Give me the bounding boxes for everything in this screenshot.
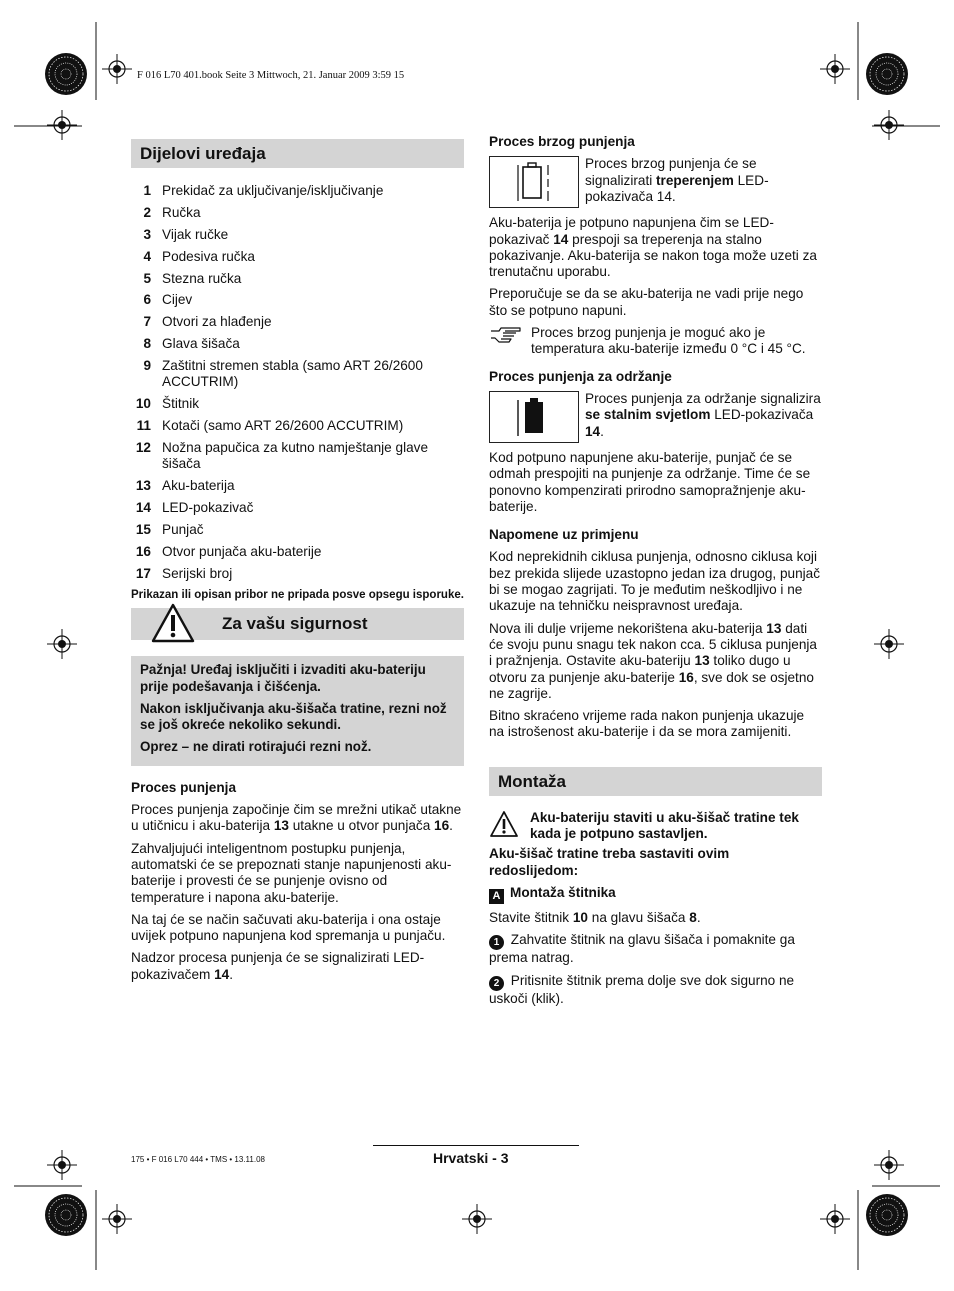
notes-paragraph-3: Bitno skraćeno vrijeme rada nakon punjenja ukazuje na istrošenost aku-baterije i da se mora zamijeniti.: [489, 708, 805, 740]
parts-list-item: [131, 336, 464, 352]
parts-list-item: [131, 314, 464, 330]
part-number: 12: [135, 440, 151, 456]
right-column: [489, 134, 822, 1013]
parts-list-item: [131, 566, 464, 582]
parts-list-item: [131, 205, 464, 221]
part-label: Punjač: [162, 522, 204, 538]
part-label: Zaštitni stremen stabla (samo ART 26/2600 ACCUTRIM): [162, 358, 423, 390]
part-label: Aku-baterija: [162, 478, 235, 494]
part-label: Otvori za hlađenje: [162, 314, 272, 330]
fast-charge-heading: Proces brzog punjenja: [489, 134, 635, 149]
maintenance-led-row: [489, 391, 822, 443]
safety-warning-3: Oprez – ne dirati rotirajući rezni nož.: [140, 739, 372, 755]
fast-paragraph-2: Preporučuje se da se aku-baterija ne vadi prije nego što se potpuno napuni.: [489, 286, 804, 318]
part-label: LED-pokazivač: [162, 500, 254, 516]
part-label: Serijski broj: [162, 565, 233, 581]
part-number: 10: [135, 396, 151, 412]
parts-list-item: [131, 500, 464, 516]
fast-hint-text: Proces brzog punjenja je moguć ako je temperatura aku-baterije između 0 °C i 45 °C.: [531, 325, 806, 357]
part-label: Ručka: [162, 204, 201, 220]
notes-heading: Napomene uz primjenu: [489, 527, 639, 543]
figure-a-marker: A: [489, 889, 504, 904]
footer-code: 175 • F 016 L70 444 • TMS • 13.11.08: [131, 1155, 265, 1164]
shield-step-1: 1 Zahvatite štitnik na glavu šišača i pomaknite ga prema natrag.: [489, 932, 795, 966]
part-label: Stezna ručka: [162, 270, 242, 286]
led-steady-icon: [489, 391, 579, 443]
parts-note: Prikazan ili opisan pribor ne pripada posve opsegu isporuke.: [131, 588, 464, 601]
charging-paragraph-1: Proces punjenja započinje čim se mrežni utikač utakne u utičnicu i aku-baterija 13 utakne u otvor punjača 16.: [131, 802, 462, 834]
part-label: Cijev: [162, 292, 193, 308]
assembly-order: Aku-šišač tratine treba sastaviti ovim redoslijedom:: [489, 846, 730, 878]
shield-paragraph: Stavite štitnik 10 na glavu šišača 8.: [489, 909, 701, 925]
parts-list-item: [131, 227, 464, 243]
left-column: [131, 139, 464, 989]
part-number: 14: [135, 500, 151, 516]
fast-charge-led-row: [489, 156, 822, 208]
warning-icon: [151, 603, 195, 643]
part-label: Prekidač za uključivanje/isključivanje: [162, 183, 384, 198]
parts-list-item: [131, 396, 464, 412]
fast-charge-led-text: Proces brzog punjenja će se signalizirati treperenjem LED-pokazivača 14.: [585, 156, 769, 204]
part-number: 16: [135, 543, 151, 559]
parts-list-item: [131, 418, 464, 434]
notes-paragraph-1: Kod neprekidnih ciklusa punjenja, odnosno ciklusa koji bez prekida slijede uzastopno jedan iza drugog, punjač bi se mogao zagrijati. To je međutim neškodljivo i ne ukazuje na tehničku neispravnost uređaja.: [489, 549, 821, 614]
part-number: 3: [143, 226, 151, 242]
safety-warning-box: [131, 656, 464, 765]
charging-heading: Proces punjenja: [131, 779, 237, 795]
part-number: 5: [143, 270, 151, 286]
assembly-warning: [489, 810, 822, 843]
part-label: Glava šišača: [162, 336, 240, 352]
part-number: 9: [143, 358, 151, 374]
part-number: 13: [135, 478, 151, 494]
section-title-safety: [131, 608, 464, 640]
fast-hint-row: [489, 325, 822, 358]
part-number: 17: [135, 565, 151, 581]
parts-list-item: [131, 249, 464, 265]
step-1-marker: 1: [489, 935, 504, 950]
shield-assembly-heading: A Montaža štitnika: [489, 885, 822, 904]
parts-list-item: [131, 271, 464, 287]
fast-paragraph-1: Aku-baterija je potpuno napunjena čim se LED-pokazivač 14 prespoji sa treperenja na stalno pokazivanje. Aku-baterija se nakon toga može uzeti za trenutačnu uporabu.: [489, 215, 817, 280]
notes-paragraph-2: Nova ili dulje vrijeme nekorištena aku-baterija 13 dati će svoju punu snagu tek nakon cca. 5 ciklusa punjenja i pražnjenja. Ostavite aku-bateriju 13 toliko dugo u otvoru za punjenje aku-baterije 16, sve dok se osjetno ne zagrije.: [489, 620, 817, 701]
safety-warning-1: Pažnja! Uređaj isključiti i izvaditi aku-bateriju prije podešavanja i čišćenja.: [140, 662, 426, 694]
safety-warning-2: Nakon isključivanja aku-šišača tratine, rezni nož se još okreće nekoliko sekundi.: [140, 700, 447, 733]
pointing-hand-icon: [489, 325, 531, 358]
maintenance-led-text: Proces punjenja za održanje signalizira se stalnim svjetlom LED-pokazivača 14.: [585, 390, 821, 439]
warning-small-icon: [489, 810, 530, 843]
maintenance-paragraph: Kod potpuno napunjene aku-baterije, punjač će se odmah prespojiti na punjenje za održanje. Time će se ponovno kompenzirati prirodno samopražnjenje aku-baterije.: [489, 449, 811, 514]
parts-list-item: [131, 292, 464, 308]
charging-paragraph-3: Na taj će se način sačuvati aku-baterija i ona ostaje uvijek potpuno napunjena kod spremanja u punjaču.: [131, 911, 446, 944]
part-label: Kotači (samo ART 26/2600 ACCUTRIM): [162, 418, 404, 434]
part-number: 2: [143, 204, 151, 220]
shield-step-2: 2 Pritisnite štitnik prema dolje sve dok sigurno ne uskoči (klik).: [489, 972, 795, 1006]
footer-page-label: Hrvatski - 3: [433, 1150, 509, 1166]
footer-rule: [373, 1145, 579, 1146]
led-blinking-icon: [489, 156, 579, 208]
maintenance-heading: Proces punjenja za održanje: [489, 368, 672, 384]
step-2-marker: 2: [489, 976, 504, 991]
part-number: 7: [143, 314, 151, 330]
charging-paragraph-2: Zahvaljujući inteligentnom postupku punjenja, automatski će se prepoznati stanje napunjenosti aku-baterije i provesti će se punjenje ovisno od temperature i napona aku-baterije.: [131, 840, 452, 905]
charging-paragraph-4: Nadzor procesa punjenja će se signalizirati LED-pokazivačem 14.: [131, 950, 425, 982]
part-label: Štitnik: [162, 396, 200, 412]
section-title-safety-text: Za vašu sigurnost: [222, 614, 368, 634]
part-label: Vijak ručke: [162, 226, 229, 242]
parts-list-item: [131, 183, 464, 199]
part-number: 1: [143, 183, 151, 198]
part-number: 6: [143, 292, 151, 308]
part-label: Otvor punjača aku-baterije: [162, 543, 322, 559]
parts-list-item: [131, 522, 464, 538]
parts-list: [131, 183, 464, 582]
parts-list-item: [131, 440, 464, 473]
parts-list-item: [131, 544, 464, 560]
section-title-assembly: Montaža: [489, 767, 822, 796]
part-number: 15: [135, 522, 151, 538]
assembly-warning-text: Aku-bateriju staviti u aku-šišač tratine tek kada je potpuno sastavljen.: [530, 809, 799, 842]
parts-list-item: [131, 358, 464, 391]
file-header: F 016 L70 401.book Seite 3 Mittwoch, 21. Januar 2009 3:59 15: [137, 70, 405, 81]
part-number: 11: [136, 418, 151, 434]
parts-list-item: [131, 478, 464, 494]
part-label: Nožna papučica za kutno namještanje glave šišača: [162, 440, 429, 472]
section-title-parts: Dijelovi uređaja: [131, 139, 464, 168]
part-number: 8: [143, 336, 151, 352]
part-number: 4: [143, 248, 151, 264]
part-label: Podesiva ručka: [162, 248, 255, 264]
